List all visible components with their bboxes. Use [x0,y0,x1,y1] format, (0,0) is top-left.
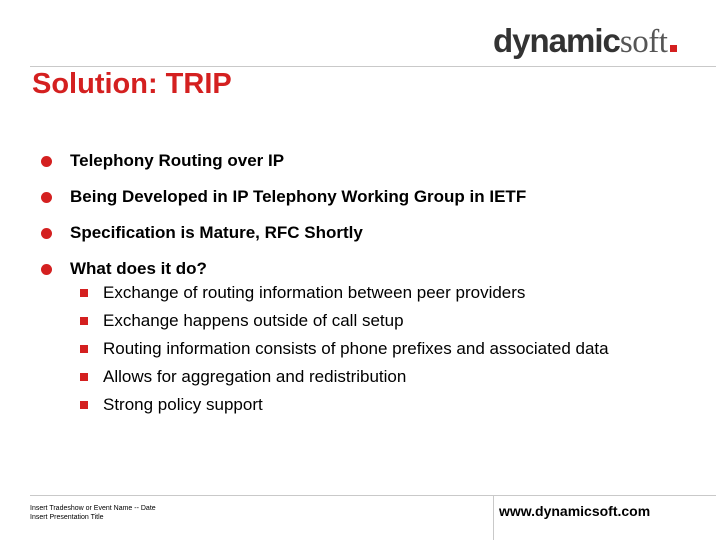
sub-bullet-item [80,391,609,419]
sub-bullet-text: Allows for aggregation and redistribution [103,367,407,386]
bullet-text: Being Developed in IP Telephony Working Group in IETF [70,187,527,206]
slide-title: Solution: TRIP [32,68,232,100]
dynamicsoft-logo [493,22,677,64]
bullet-item [41,143,526,179]
sub-bullet-text: Exchange happens outside of call setup [103,311,404,330]
bullet-text: Telephony Routing over IP [70,151,285,170]
sub-bullet-item [80,307,609,335]
bullet-item [41,215,526,251]
logo-text-light: soft [619,24,668,60]
sub-bullet-text: Strong policy support [103,395,263,414]
title-divider [30,66,716,67]
sub-bullet-text: Exchange of routing information between peer providers [103,283,526,302]
main-bullet-list [41,143,526,287]
bullet-dot-icon [41,192,52,203]
logo-dot-icon [670,45,677,52]
sub-bullet-list [80,279,609,419]
bullet-dot-icon [41,156,52,167]
square-bullet-icon [80,289,88,297]
bullet-dot-icon [41,264,52,275]
sub-bullet-item [80,279,609,307]
footer-url: www.dynamicsoft.com [499,503,651,519]
footer-divider [30,495,716,496]
footer-event-info [30,504,156,522]
footer-vertical-divider [493,496,494,540]
bullet-text: What does it do? [70,259,207,278]
sub-bullet-item [80,335,609,363]
bullet-text: Specification is Mature, RFC Shortly [70,223,363,242]
square-bullet-icon [80,345,88,353]
footer-event-name: Insert Tradeshow or Event Name -- Date [30,505,156,512]
bullet-item [41,179,526,215]
square-bullet-icon [80,373,88,381]
square-bullet-icon [80,317,88,325]
square-bullet-icon [80,401,88,409]
sub-bullet-item [80,363,609,391]
sub-bullet-text: Routing information consists of phone prefixes and associated data [103,339,609,358]
bullet-dot-icon [41,228,52,239]
logo-text-bold: dynamic [493,22,620,59]
footer-presentation-title: Insert Presentation Title [30,514,104,521]
